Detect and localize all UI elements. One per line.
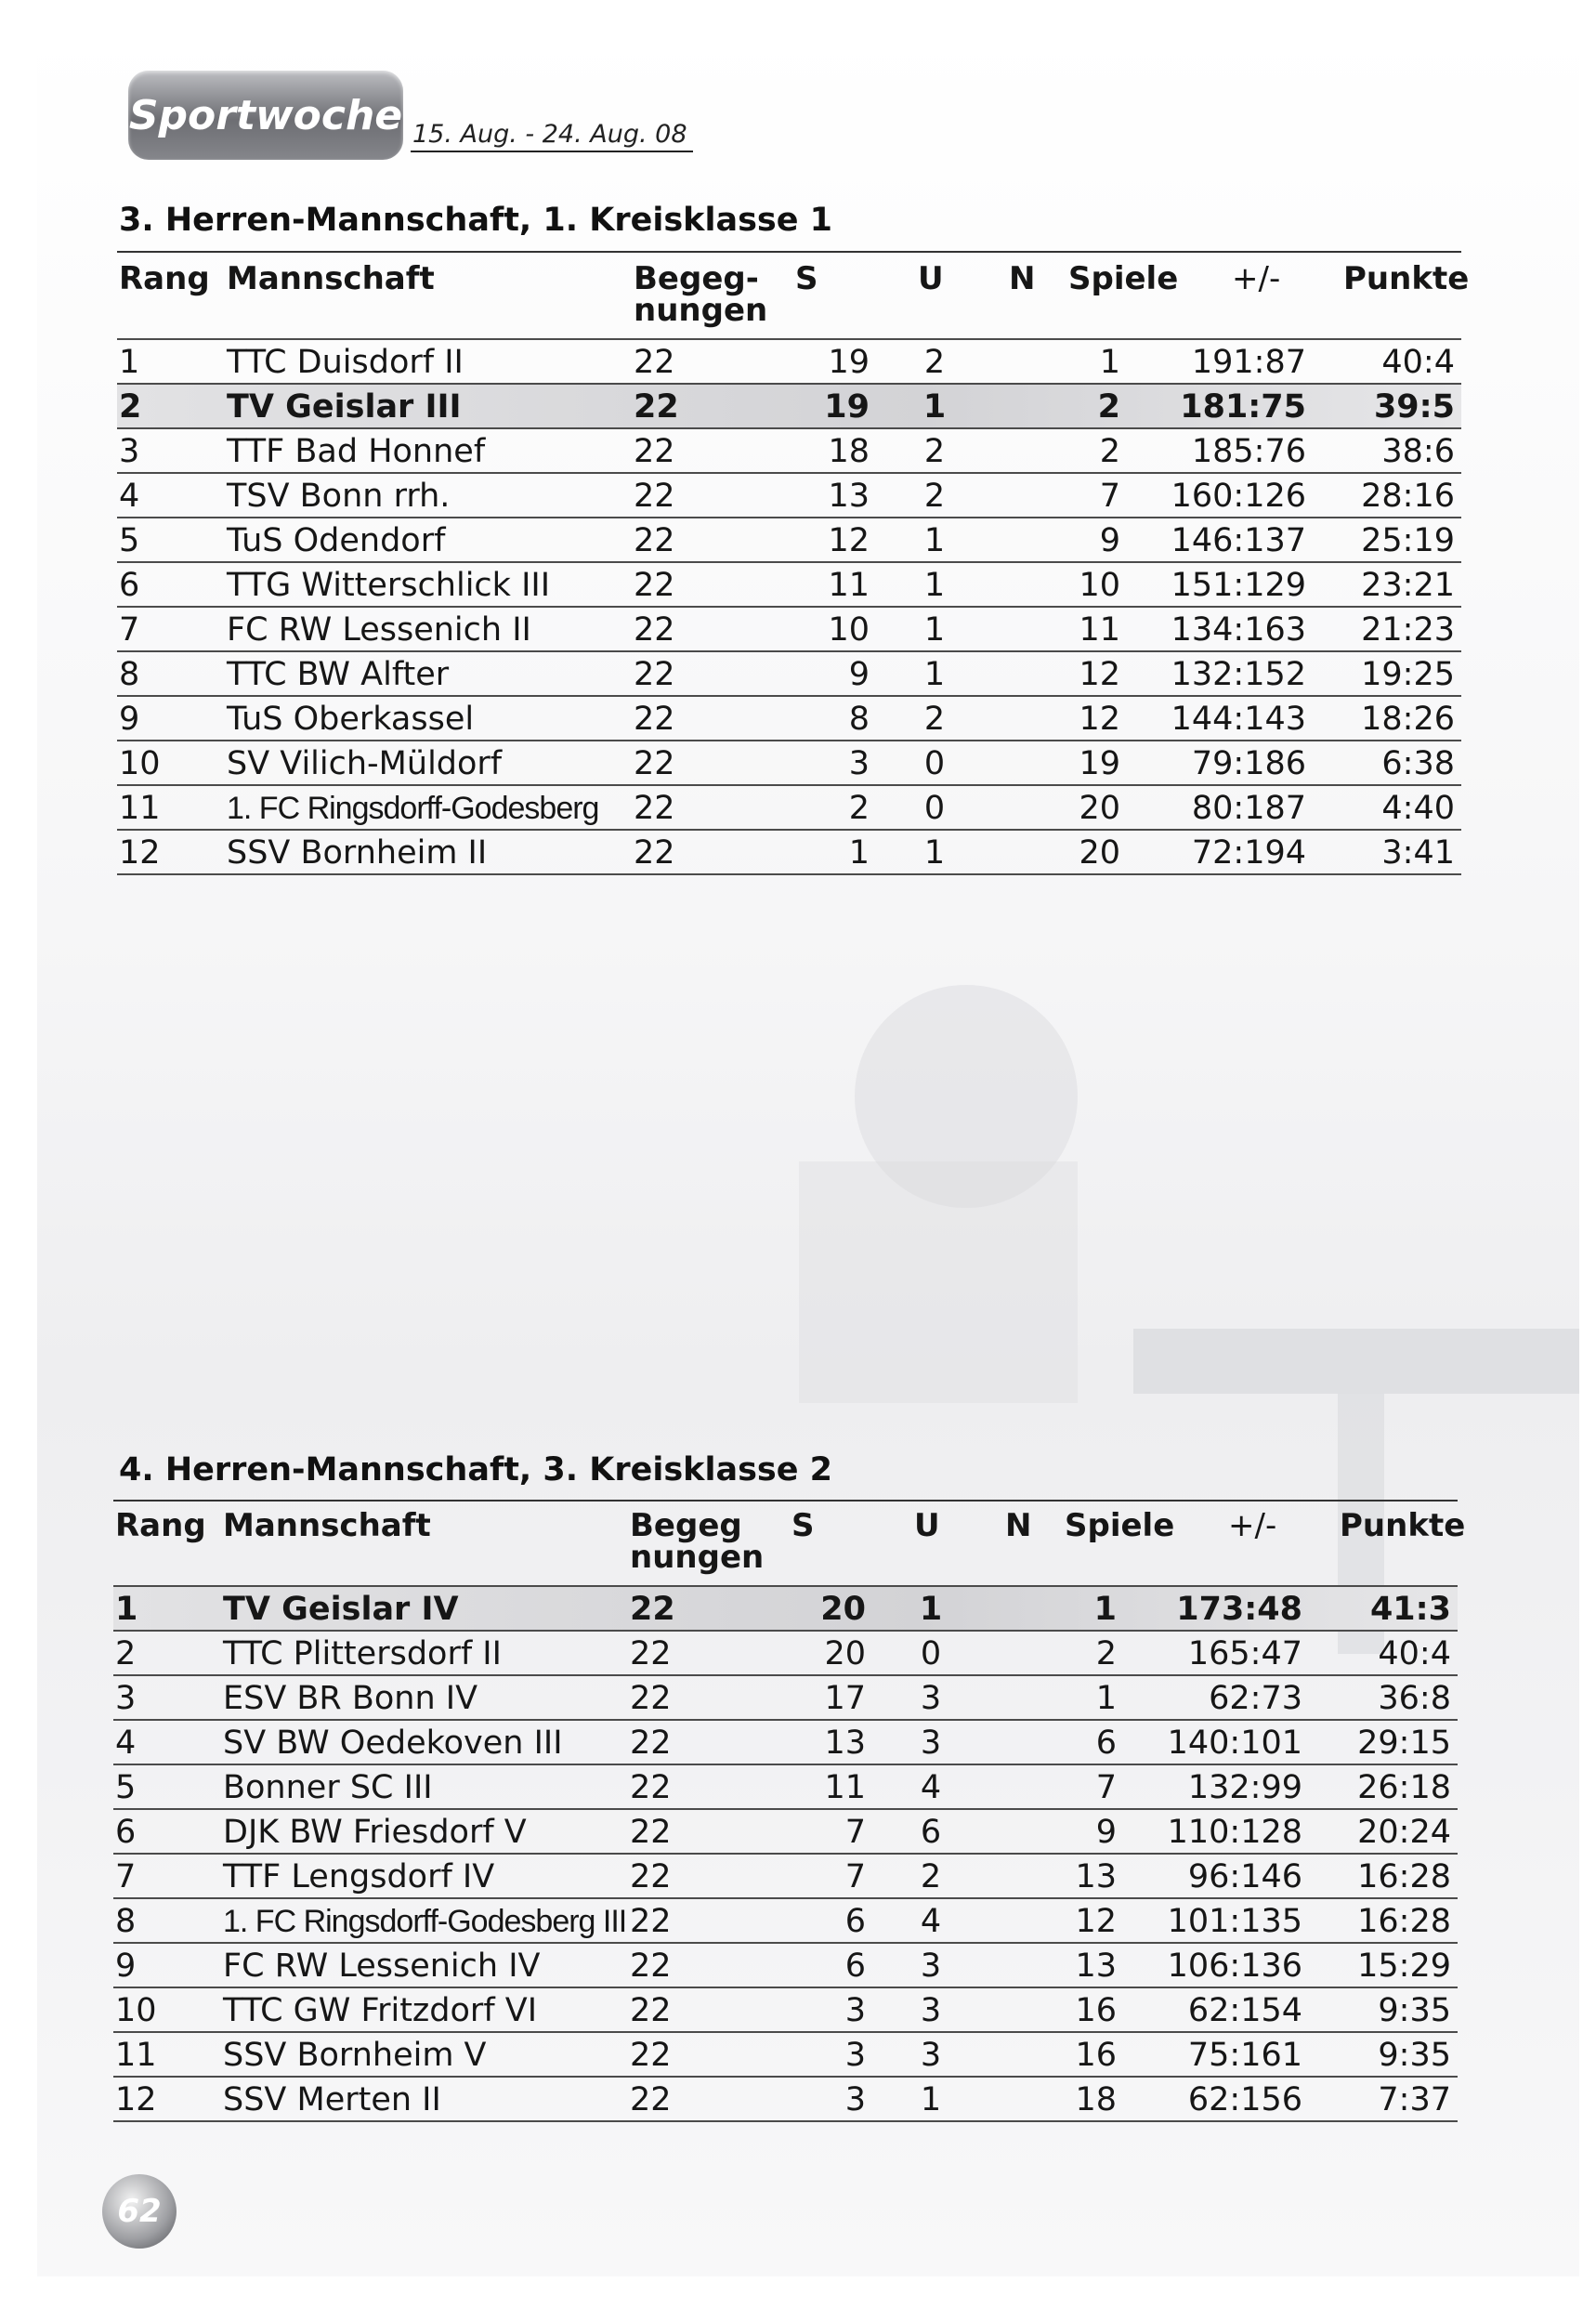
cell-s: 13 xyxy=(824,1724,866,1762)
section-title-2: 4. Herren-Mannschaft, 3. Kreisklasse 2 xyxy=(119,1451,833,1488)
cell-n: 7 xyxy=(1095,1769,1117,1806)
cell-spiele: 62:154 xyxy=(1187,1992,1302,2029)
cell-rang: 5 xyxy=(115,1769,137,1806)
cell-punkte: 21:23 xyxy=(1361,611,1455,649)
cell-s: 12 xyxy=(828,522,870,559)
cell-rang: 1 xyxy=(115,1591,138,1628)
cell-n: 13 xyxy=(1075,1858,1117,1895)
cell-u: 1 xyxy=(922,388,947,426)
cell-begegnungen: 22 xyxy=(630,1769,672,1806)
table-row xyxy=(113,2076,1458,2122)
cell-s: 2 xyxy=(848,790,870,827)
col-rang: Rang xyxy=(119,260,210,297)
cell-spiele: 110:128 xyxy=(1167,1814,1302,1851)
cell-s: 17 xyxy=(824,1680,866,1717)
cell-team: SSV Bornheim V xyxy=(223,2037,487,2074)
cell-s: 19 xyxy=(828,344,870,381)
cell-punkte: 20:24 xyxy=(1357,1814,1451,1851)
cell-punkte: 26:18 xyxy=(1357,1769,1451,1806)
cell-spiele: 185:76 xyxy=(1191,433,1306,470)
sportwoche-badge: Sportwoche xyxy=(128,71,403,160)
cell-team: SV BW Oedekoven III xyxy=(223,1724,563,1762)
table-row xyxy=(117,338,1461,383)
table-row xyxy=(117,472,1461,517)
cell-rang: 8 xyxy=(119,656,140,693)
cell-u: 2 xyxy=(923,344,946,381)
cell-s: 6 xyxy=(844,1947,866,1985)
cell-team: FC RW Lessenich IV xyxy=(223,1947,541,1985)
cell-punkte: 9:35 xyxy=(1378,2037,1451,2074)
table-row xyxy=(117,517,1461,561)
cell-begegnungen: 22 xyxy=(634,478,675,515)
section-title-1: 3. Herren-Mannschaft, 1. Kreisklasse 1 xyxy=(119,202,833,239)
cell-team: TuS Oberkassel xyxy=(227,701,475,738)
cell-n: 1 xyxy=(1093,1591,1117,1628)
table-row xyxy=(113,2031,1458,2076)
cell-rang: 11 xyxy=(115,2037,157,2074)
cell-begegnungen: 22 xyxy=(634,567,675,604)
table-header xyxy=(117,256,1470,338)
cell-begegnungen: 22 xyxy=(630,1680,672,1717)
col-s: S xyxy=(795,260,818,297)
cell-punkte: 28:16 xyxy=(1361,478,1455,515)
cell-u: 0 xyxy=(923,790,946,827)
cell-u: 1 xyxy=(923,834,946,872)
cell-begegnungen: 22 xyxy=(634,834,675,872)
cell-u: 2 xyxy=(923,701,946,738)
header xyxy=(128,71,693,160)
title-rule-1 xyxy=(117,251,1461,253)
cell-punkte: 23:21 xyxy=(1361,567,1455,604)
cell-spiele: 62:156 xyxy=(1187,2081,1302,2118)
cell-spiele: 132:99 xyxy=(1187,1769,1302,1806)
cell-begegnungen: 22 xyxy=(634,790,675,827)
cell-u: 1 xyxy=(923,656,946,693)
cell-rang: 7 xyxy=(119,611,140,649)
cell-punkte: 25:19 xyxy=(1361,522,1455,559)
cell-begegnungen: 22 xyxy=(634,701,675,738)
col-n: N xyxy=(1009,260,1036,297)
cell-begegnungen: 22 xyxy=(630,2037,672,2074)
cell-spiele: 151:129 xyxy=(1171,567,1306,604)
cell-n: 1 xyxy=(1099,344,1120,381)
table-row xyxy=(117,561,1461,606)
cell-rang: 10 xyxy=(115,1992,157,2029)
cell-rang: 1 xyxy=(119,344,140,381)
cell-s: 13 xyxy=(828,478,870,515)
cell-team: TTC BW Alfter xyxy=(227,656,450,693)
cell-team: TTC GW Fritzdorf VI xyxy=(223,1992,538,2029)
cell-spiele: 101:135 xyxy=(1167,1903,1302,1940)
cell-n: 20 xyxy=(1079,834,1120,872)
page-number: 62 xyxy=(102,2174,177,2249)
col-diff: +/- xyxy=(1228,1507,1277,1544)
cell-punkte: 4:40 xyxy=(1381,790,1455,827)
col-s: S xyxy=(791,1507,815,1544)
header-dates: 15. Aug. - 24. Aug. 08 xyxy=(411,120,693,152)
cell-u: 0 xyxy=(920,1635,942,1672)
cell-n: 16 xyxy=(1075,2037,1117,2074)
cell-u: 6 xyxy=(920,1814,942,1851)
cell-begegnungen: 22 xyxy=(634,388,679,426)
cell-s: 3 xyxy=(844,2081,866,2118)
cell-rang: 12 xyxy=(119,834,161,872)
col-u: U xyxy=(918,260,944,297)
cell-spiele: 96:146 xyxy=(1187,1858,1302,1895)
cell-rang: 3 xyxy=(115,1680,137,1717)
standings-table-1 xyxy=(117,256,1470,875)
cell-n: 9 xyxy=(1099,522,1120,559)
cell-punkte: 16:28 xyxy=(1357,1903,1451,1940)
cell-rang: 2 xyxy=(119,388,142,426)
cell-punkte: 15:29 xyxy=(1357,1947,1451,1985)
background-photo-table xyxy=(1133,1329,1579,1394)
cell-spiele: 132:152 xyxy=(1171,656,1306,693)
table-row xyxy=(117,695,1461,740)
cell-begegnungen: 22 xyxy=(630,1635,672,1672)
cell-s: 3 xyxy=(848,745,870,782)
table-row xyxy=(113,1808,1458,1853)
cell-rang: 3 xyxy=(119,433,140,470)
cell-team: SSV Merten II xyxy=(223,2081,441,2118)
cell-begegnungen: 22 xyxy=(634,344,675,381)
cell-u: 1 xyxy=(923,611,946,649)
cell-n: 12 xyxy=(1075,1903,1117,1940)
table-body xyxy=(117,338,1461,875)
cell-begegnungen: 22 xyxy=(630,1947,672,1985)
cell-team: TTC Plittersdorf II xyxy=(223,1635,502,1672)
table-row xyxy=(113,1585,1458,1630)
cell-spiele: 146:137 xyxy=(1171,522,1306,559)
cell-spiele: 181:75 xyxy=(1180,388,1306,426)
cell-punkte: 38:6 xyxy=(1381,433,1455,470)
cell-s: 20 xyxy=(824,1635,866,1672)
cell-punkte: 7:37 xyxy=(1378,2081,1451,2118)
cell-u: 1 xyxy=(920,2081,942,2118)
cell-punkte: 6:38 xyxy=(1381,745,1455,782)
cell-begegnungen: 22 xyxy=(634,745,675,782)
cell-spiele: 80:187 xyxy=(1191,790,1306,827)
cell-n: 6 xyxy=(1095,1724,1117,1762)
col-n: N xyxy=(1005,1507,1032,1544)
cell-u: 3 xyxy=(920,1680,942,1717)
cell-spiele: 173:48 xyxy=(1176,1591,1302,1628)
cell-spiele: 140:101 xyxy=(1167,1724,1302,1762)
cell-s: 18 xyxy=(828,433,870,470)
cell-begegnungen: 22 xyxy=(630,1591,675,1628)
cell-team: SV Vilich-Müldorf xyxy=(227,745,503,782)
cell-n: 12 xyxy=(1079,701,1120,738)
cell-begegnungen: 22 xyxy=(630,2081,672,2118)
table-row xyxy=(113,1764,1458,1808)
cell-spiele: 134:163 xyxy=(1171,611,1306,649)
cell-begegnungen: 22 xyxy=(634,433,675,470)
cell-punkte: 9:35 xyxy=(1378,1992,1451,2029)
cell-s: 19 xyxy=(824,388,870,426)
cell-team: TTC Duisdorf II xyxy=(227,344,464,381)
cell-s: 7 xyxy=(844,1814,866,1851)
cell-team: TTF Lengsdorf IV xyxy=(223,1858,495,1895)
cell-punkte: 40:4 xyxy=(1378,1635,1451,1672)
cell-rang: 9 xyxy=(115,1947,137,1985)
col-punkte: Punkte xyxy=(1343,260,1470,297)
cell-s: 10 xyxy=(828,611,870,649)
cell-s: 6 xyxy=(844,1903,866,1940)
standings-table-2 xyxy=(113,1503,1466,2122)
cell-n: 11 xyxy=(1079,611,1120,649)
cell-begegnungen: 22 xyxy=(630,1992,672,2029)
cell-punkte: 41:3 xyxy=(1369,1591,1451,1628)
cell-team: Bonner SC III xyxy=(223,1769,433,1806)
table-row xyxy=(117,650,1461,695)
cell-punkte: 3:41 xyxy=(1381,834,1455,872)
cell-team: TuS Odendorf xyxy=(227,522,446,559)
col-spiele: Spiele xyxy=(1068,260,1179,297)
cell-punkte: 36:8 xyxy=(1378,1680,1451,1717)
cell-spiele: 72:194 xyxy=(1191,834,1306,872)
cell-rang: 9 xyxy=(119,701,140,738)
cell-spiele: 79:186 xyxy=(1191,745,1306,782)
cell-spiele: 191:87 xyxy=(1191,344,1306,381)
cell-punkte: 39:5 xyxy=(1373,388,1455,426)
table-header xyxy=(113,1503,1466,1585)
cell-u: 2 xyxy=(923,478,946,515)
table-row xyxy=(113,1942,1458,1987)
cell-begegnungen: 22 xyxy=(634,611,675,649)
cell-rang: 4 xyxy=(115,1724,137,1762)
cell-begegnungen: 22 xyxy=(634,522,675,559)
table-row xyxy=(113,1674,1458,1719)
cell-s: 1 xyxy=(848,834,870,872)
table-row xyxy=(113,1987,1458,2031)
cell-u: 3 xyxy=(920,1724,942,1762)
col-begegnungen-1: Begeg xyxy=(630,1507,742,1544)
cell-rang: 6 xyxy=(115,1814,137,1851)
cell-u: 2 xyxy=(923,433,946,470)
cell-n: 18 xyxy=(1075,2081,1117,2118)
cell-spiele: 160:126 xyxy=(1171,478,1306,515)
cell-n: 7 xyxy=(1099,478,1120,515)
cell-rang: 12 xyxy=(115,2081,157,2118)
cell-s: 20 xyxy=(820,1591,866,1628)
col-begegnungen-2: nungen xyxy=(630,1539,765,1576)
cell-team: DJK BW Friesdorf V xyxy=(223,1814,527,1851)
table-row xyxy=(117,829,1461,875)
cell-s: 8 xyxy=(848,701,870,738)
cell-u: 3 xyxy=(920,2037,942,2074)
cell-punkte: 16:28 xyxy=(1357,1858,1451,1895)
cell-s: 9 xyxy=(848,656,870,693)
cell-team: TV Geislar III xyxy=(227,388,462,426)
cell-team: FC RW Lessenich II xyxy=(227,611,531,649)
cell-team: ESV BR Bonn IV xyxy=(223,1680,478,1717)
cell-n: 16 xyxy=(1075,1992,1117,2029)
cell-u: 2 xyxy=(920,1858,942,1895)
cell-team: SSV Bornheim II xyxy=(227,834,488,872)
cell-rang: 7 xyxy=(115,1858,137,1895)
cell-punkte: 19:25 xyxy=(1361,656,1455,693)
table-row xyxy=(113,1853,1458,1897)
table-row xyxy=(117,383,1461,427)
cell-spiele: 62:73 xyxy=(1209,1680,1302,1717)
col-spiele: Spiele xyxy=(1065,1507,1175,1544)
col-team: Mannschaft xyxy=(227,260,435,297)
cell-u: 1 xyxy=(919,1591,943,1628)
cell-u: 4 xyxy=(920,1903,942,1940)
cell-n: 1 xyxy=(1095,1680,1117,1717)
table-body xyxy=(113,1585,1458,2122)
col-begegnungen-1: Begeg- xyxy=(634,260,759,297)
cell-rang: 11 xyxy=(119,790,161,827)
table-row xyxy=(117,740,1461,784)
cell-begegnungen: 22 xyxy=(630,1858,672,1895)
cell-spiele: 144:143 xyxy=(1171,701,1306,738)
cell-team: TSV Bonn rrh. xyxy=(227,478,451,515)
cell-u: 4 xyxy=(920,1769,942,1806)
col-team: Mannschaft xyxy=(223,1507,431,1544)
cell-punkte: 40:4 xyxy=(1381,344,1455,381)
table-row xyxy=(117,427,1461,472)
cell-rang: 8 xyxy=(115,1903,137,1940)
cell-spiele: 165:47 xyxy=(1187,1635,1302,1672)
cell-rang: 5 xyxy=(119,522,140,559)
cell-rang: 6 xyxy=(119,567,140,604)
cell-rang: 2 xyxy=(115,1635,137,1672)
cell-s: 11 xyxy=(828,567,870,604)
table-row xyxy=(117,606,1461,650)
cell-s: 3 xyxy=(844,1992,866,2029)
cell-u: 1 xyxy=(923,522,946,559)
table-row xyxy=(117,784,1461,829)
cell-n: 2 xyxy=(1097,388,1120,426)
cell-team: 1. FC Ringsdorff-Godesberg III xyxy=(223,1904,627,1939)
cell-team: TV Geislar IV xyxy=(223,1591,459,1628)
cell-n: 2 xyxy=(1099,433,1120,470)
cell-team: TTF Bad Honnef xyxy=(227,433,486,470)
col-diff: +/- xyxy=(1232,260,1281,297)
cell-team: 1. FC Ringsdorff-Godesberg xyxy=(227,791,599,826)
title-rule-2 xyxy=(113,1500,1458,1502)
cell-begegnungen: 22 xyxy=(630,1903,672,1940)
cell-begegnungen: 22 xyxy=(630,1814,672,1851)
cell-u: 3 xyxy=(920,1992,942,2029)
cell-rang: 4 xyxy=(119,478,140,515)
cell-n: 10 xyxy=(1079,567,1120,604)
cell-n: 2 xyxy=(1095,1635,1117,1672)
background-photo-player-body xyxy=(799,1161,1078,1403)
cell-spiele: 75:161 xyxy=(1187,2037,1302,2074)
cell-u: 3 xyxy=(920,1947,942,1985)
col-punkte: Punkte xyxy=(1340,1507,1466,1544)
cell-n: 19 xyxy=(1079,745,1120,782)
table-row xyxy=(113,1719,1458,1764)
cell-begegnungen: 22 xyxy=(634,656,675,693)
cell-u: 1 xyxy=(923,567,946,604)
cell-spiele: 106:136 xyxy=(1167,1947,1302,1985)
cell-s: 11 xyxy=(824,1769,866,1806)
cell-s: 7 xyxy=(844,1858,866,1895)
cell-team: TTG Witterschlick III xyxy=(227,567,551,604)
col-rang: Rang xyxy=(115,1507,206,1544)
cell-n: 12 xyxy=(1079,656,1120,693)
cell-n: 9 xyxy=(1095,1814,1117,1851)
col-u: U xyxy=(914,1507,940,1544)
cell-rang: 10 xyxy=(119,745,161,782)
table-row xyxy=(113,1630,1458,1674)
cell-punkte: 29:15 xyxy=(1357,1724,1451,1762)
table-row xyxy=(113,1897,1458,1942)
cell-s: 3 xyxy=(844,2037,866,2074)
cell-begegnungen: 22 xyxy=(630,1724,672,1762)
col-begegnungen-2: nungen xyxy=(634,292,768,329)
cell-n: 20 xyxy=(1079,790,1120,827)
cell-punkte: 18:26 xyxy=(1361,701,1455,738)
cell-n: 13 xyxy=(1075,1947,1117,1985)
cell-u: 0 xyxy=(923,745,946,782)
